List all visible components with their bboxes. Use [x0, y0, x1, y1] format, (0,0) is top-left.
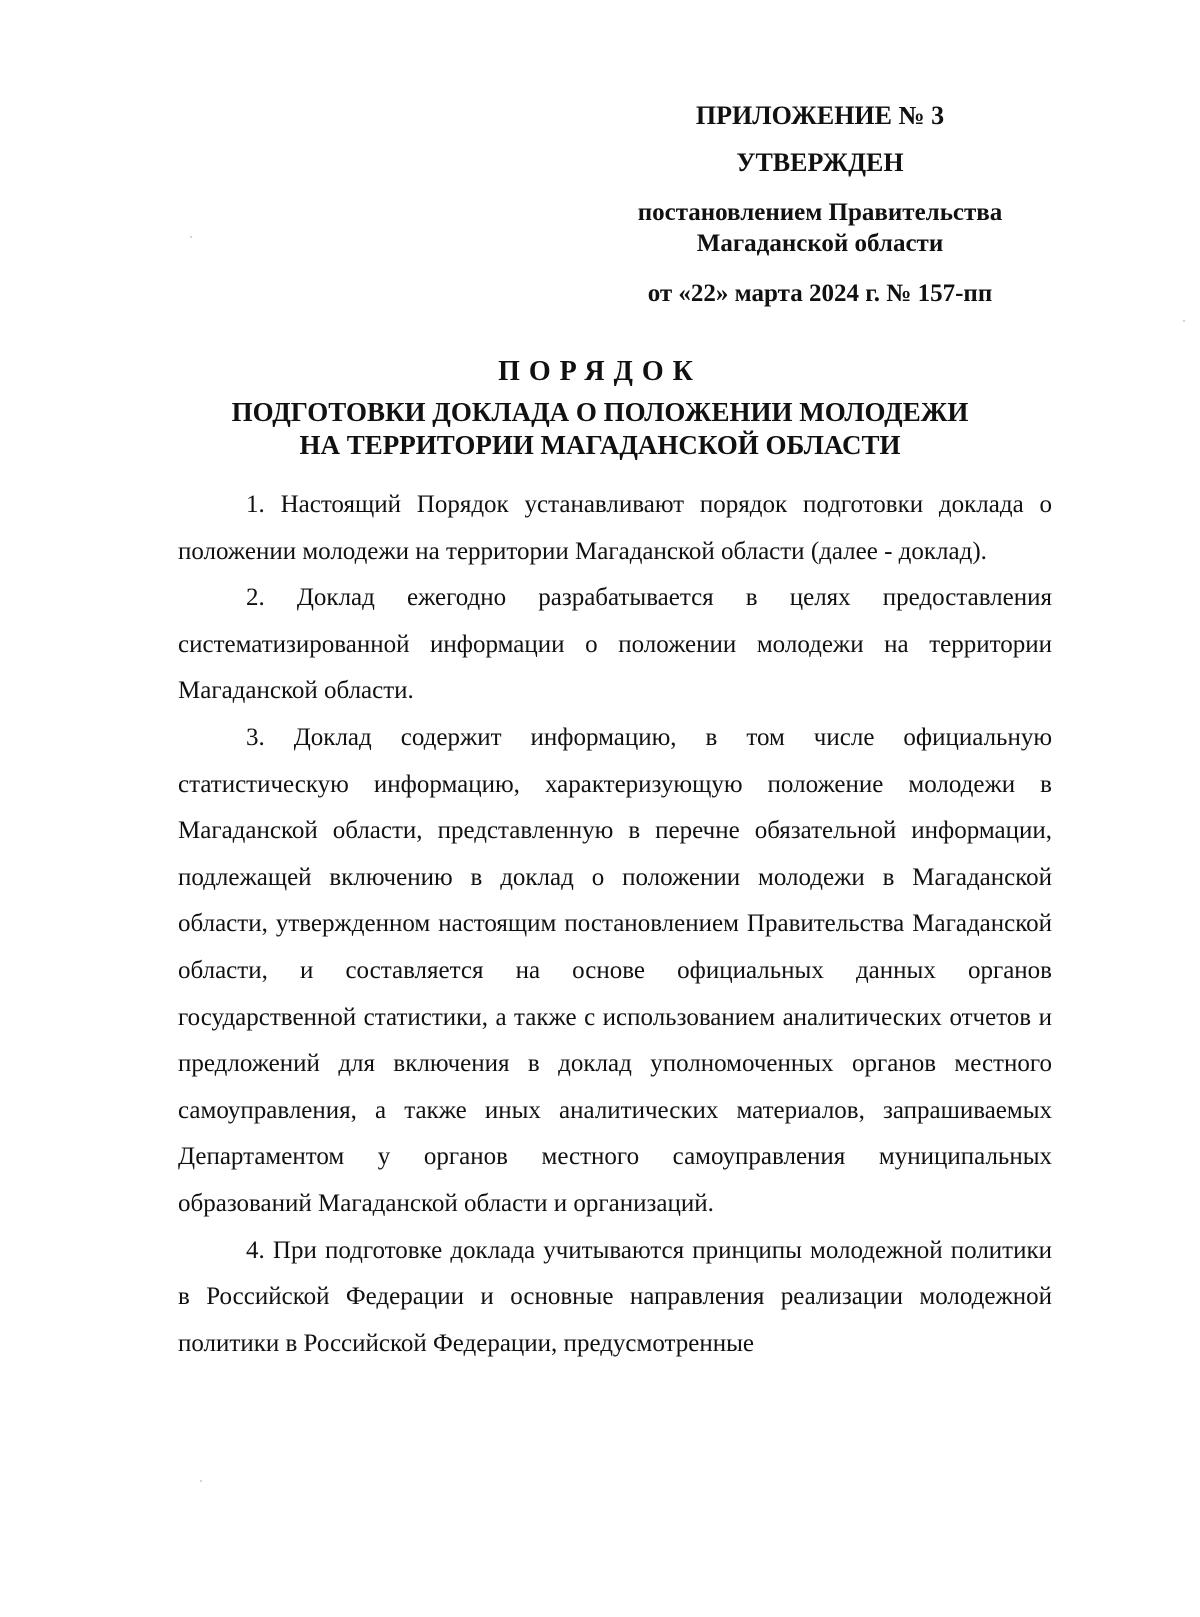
decree-reference	[600, 197, 1040, 260]
paragraph-2: 2. Доклад ежегодно разрабатывается в целях предоставления систематизированной информации о положении молодежи на территории Магаданской области.	[178, 584, 1052, 705]
title-main: ПОРЯДОК	[498, 356, 702, 387]
decree-line-2: Магаданской области	[696, 230, 944, 258]
decree-date-number: от «22» марта 2024 г. № 157-пп	[647, 279, 993, 307]
title-sub-line-2: НА ТЕРРИТОРИИ МАГАДАНСКОЙ ОБЛАСТИ	[299, 429, 901, 460]
scan-speck	[200, 1480, 202, 1482]
scan-speck	[1183, 320, 1185, 322]
scan-speck	[190, 236, 192, 238]
approved-label: УТВЕРЖДЕН	[736, 147, 904, 177]
paragraph-3: 3. Доклад содержит информацию, в том числе официальную статистическую информацию, характеризующую положение молодежи в Магаданской области, представленную в перечне обязательной информации, подлежащей включению в доклад о положении молодежи в Магаданской области, утвержденном настоящим постановлением Правительства Магаданской области, и составляется на основе официальных данных органов государственной статистики, а также с использованием аналитических отчетов и предложений для включения в доклад уполномоченных органов местного самоуправления, а также иных аналитических материалов, запрашиваемых Департаментом у органов местного самоуправления муниципальных образований Магаданской области и организаций.	[178, 723, 1052, 1217]
paragraph-1: 1. Настоящий Порядок устанавливают порядок подготовки доклада о положении молодежи на территории Магаданской области (далее - доклад).	[178, 491, 1052, 565]
approval-block	[600, 100, 1040, 309]
title-sub-line-1: ПОДГОТОВКИ ДОКЛАДА О ПОЛОЖЕНИИ МОЛОДЕЖИ	[231, 397, 969, 427]
document-title	[120, 356, 1080, 462]
annex-number: ПРИЛОЖЕНИЕ № 3	[695, 101, 945, 130]
decree-line-1: постановлением Правительства	[637, 199, 1003, 226]
document-body	[178, 482, 1052, 1367]
paragraph-4: 4. При подготовке доклада учитываются принципы молодежной политики в Российской Федерации и основные направления реализации молодежной политики в Российской Федерации, предусмотренные	[178, 1236, 1052, 1357]
